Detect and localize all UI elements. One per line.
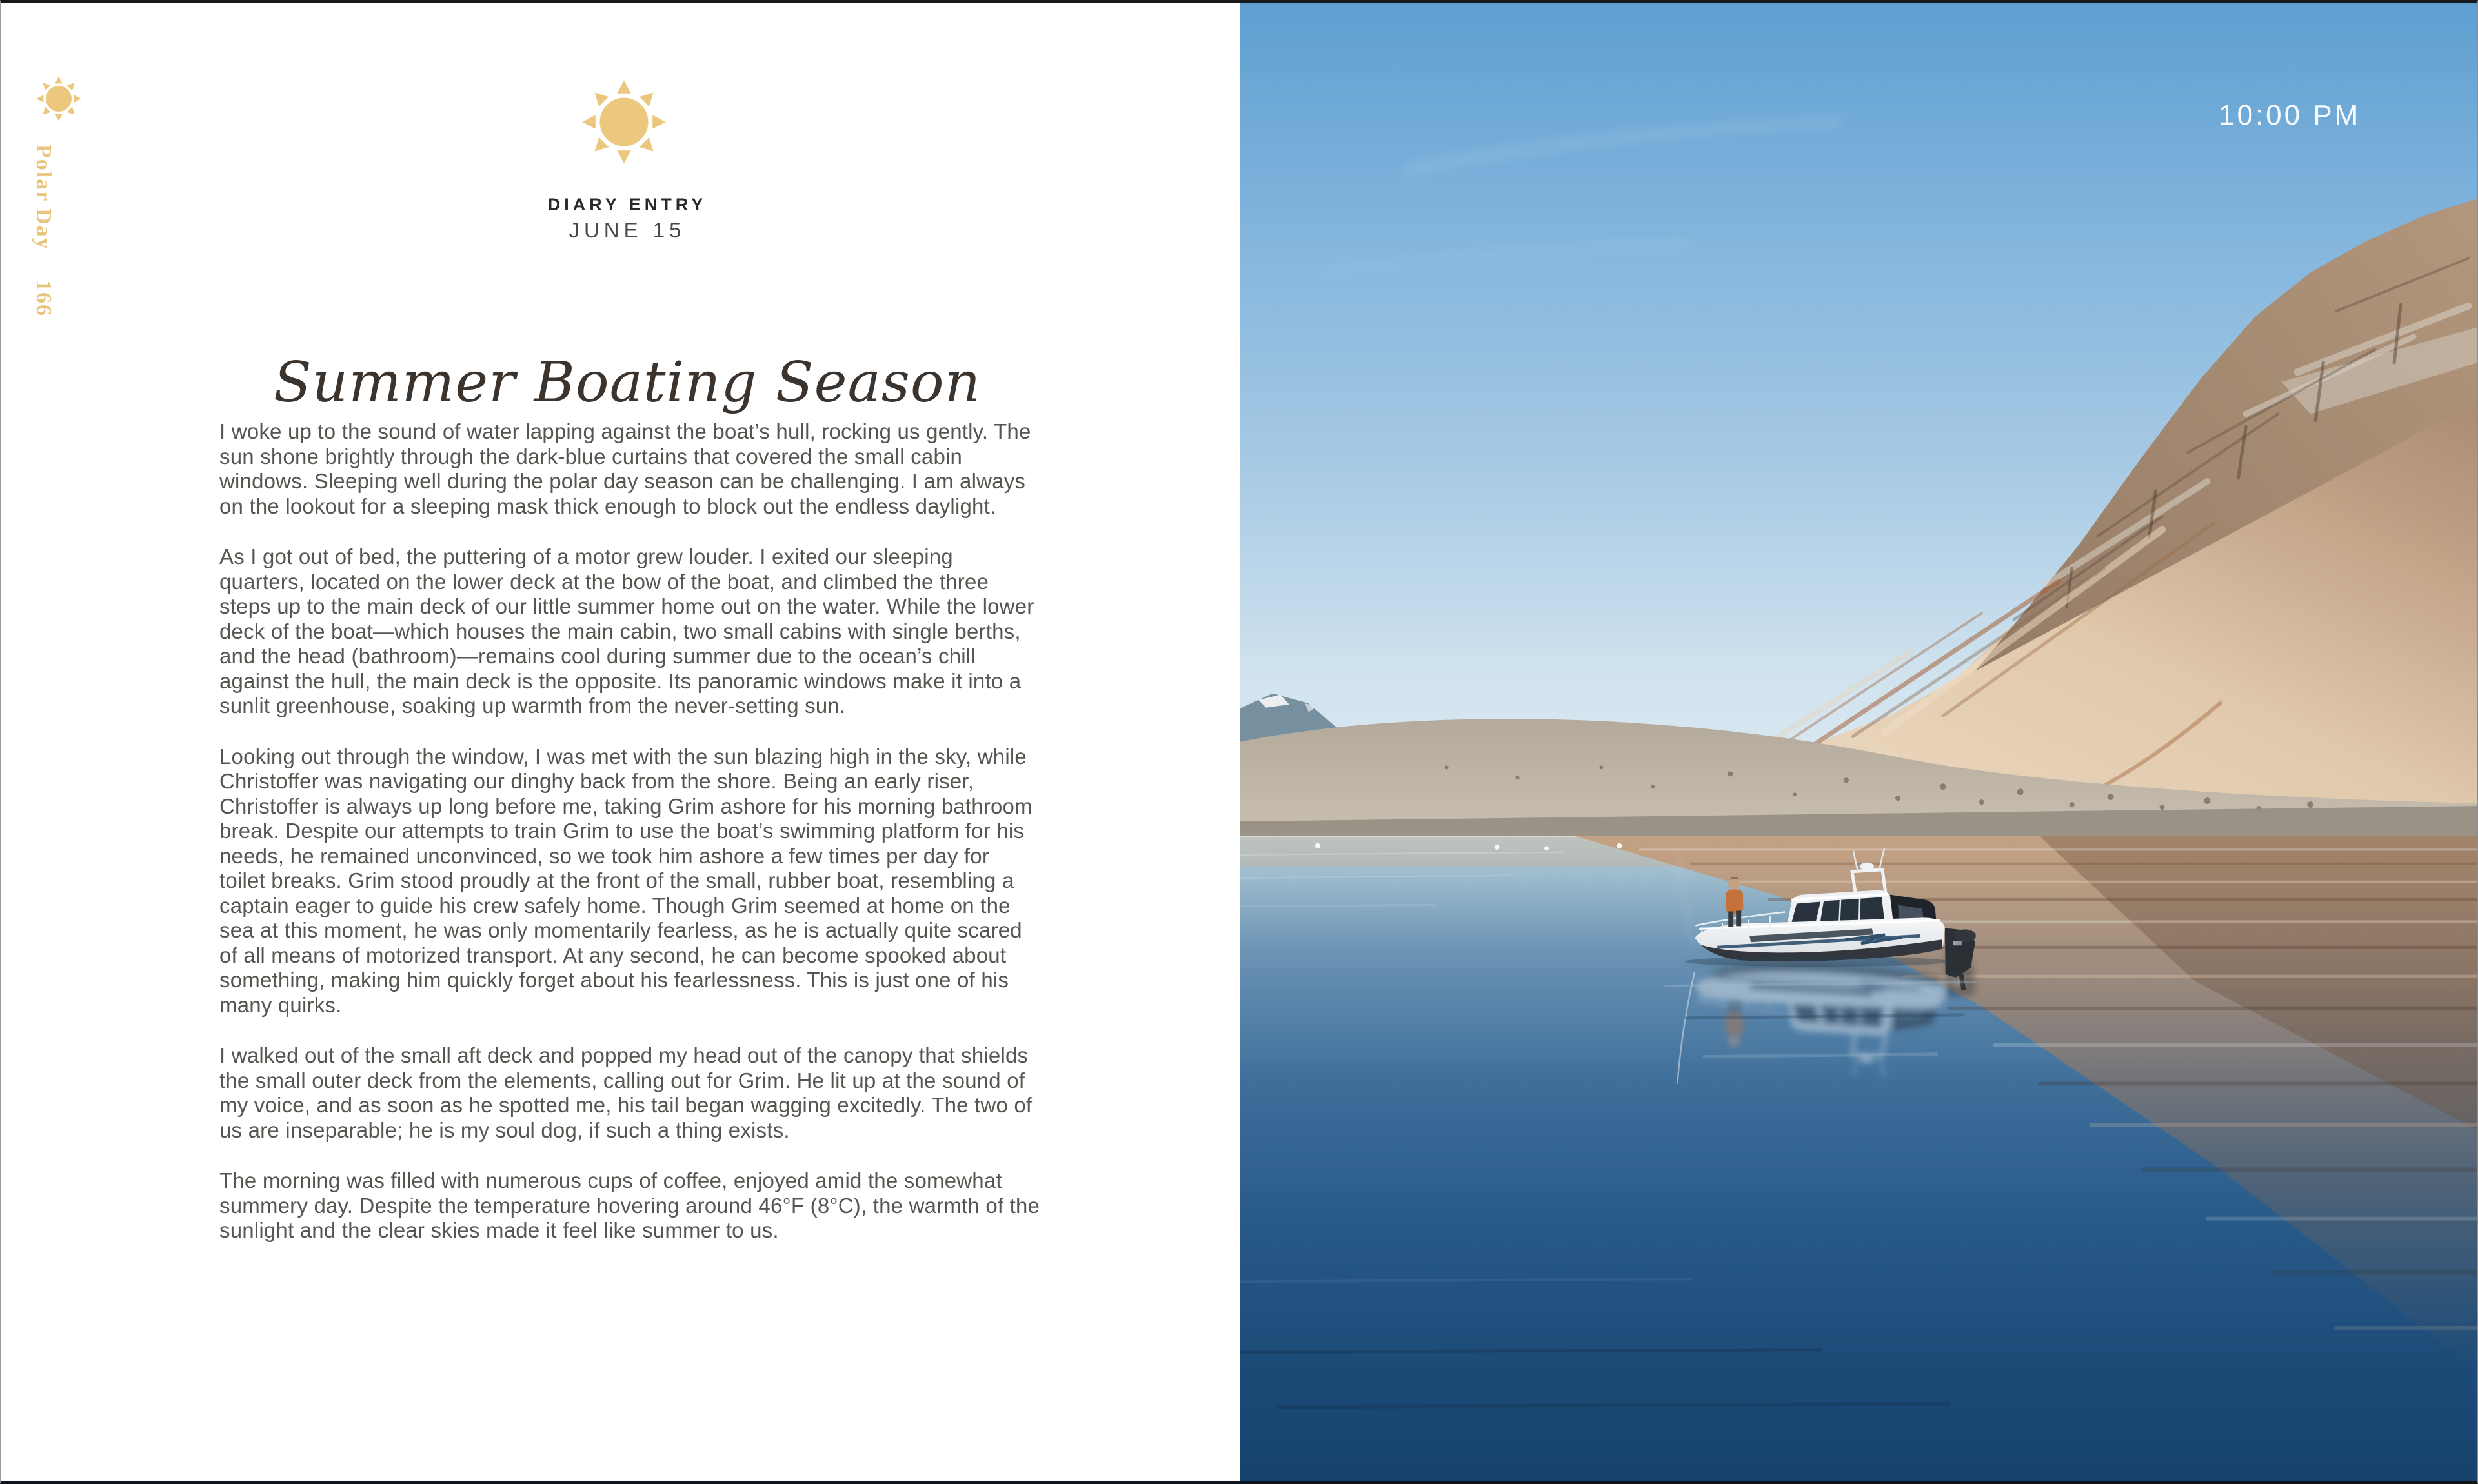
page-title: Summer Boating Season — [273, 350, 982, 415]
sun-icon — [35, 75, 83, 123]
diary-paragraph: The morning was filled with numerous cups of coffee, enjoyed amid the somewhat summery day. Despite the temperature hovering around 46°F (8°C), the warmth of the sunlight and the clear skies made it feel like summer to us. — [219, 1168, 1040, 1242]
fjord-photo — [1240, 3, 2478, 1481]
time-overlay: 10:00 PM — [2219, 99, 2361, 131]
fjord-photo-art — [1240, 3, 2478, 1481]
diary-paragraph: I woke up to the sound of water lapping against the boat’s hull, rocking us gently. The sun shone brightly through the dark-blue curtains that covered the small cabin windows. Sleeping well during the polar day season can be challenging. I am always on the lookout for a sleeping mask thick enough to block out the endless daylight. — [219, 419, 1031, 518]
diary-body — [219, 419, 1040, 1269]
entry-date: JUNE 15 — [569, 218, 686, 242]
diary-page — [1, 3, 1240, 1481]
spine-entry-number: 166 — [32, 280, 55, 317]
spine-label — [31, 145, 55, 317]
diary-paragraph: Looking out through the window, I was met with the sun blazing high in the sky, while Christoffer was navigating our dinghy back from the shore. Being an early riser, Christoffer is always up long before me, taking Grim ashore for his morning bathroom break. Despite our attempts to train Grim to use the boat’s swimming platform for his needs, he remained unconvinced, so we took him ashore a few times per day for toilet breaks. Grim stood proudly at the front of the small, rubber boat, resembling a captain eager to guide his crew safely home. Though Grim seemed at home on the sea at this moment, he was only momentarily fearless, as he is actually quite scared of all means of motorized transport. At any second, he can become spooked about something, making him quickly forget about his fearlessness. This is just one of his many quirks. — [219, 744, 1032, 1017]
entry-kicker: DIARY ENTRY — [547, 195, 707, 214]
sun-icon — [581, 79, 667, 165]
diary-paragraph: As I got out of bed, the puttering of a motor grew louder. I exited our sleeping quarters, located on the lower deck at the bow of the boat, and climbed the three steps up to the main deck of our little summer home out on the water. While the lower deck of the boat—which houses the main cabin, two small cabins with single berths, and the head (bathroom)—remains cool during summer due to the ocean’s chill against the hull, the main deck is the opposite. Its panoramic windows make it into a sunlit greenhouse, soaking up warmth from the never-setting sun. — [219, 545, 1034, 717]
spine-series-title: Polar Day — [32, 145, 55, 250]
diary-paragraph: I walked out of the small aft deck and popped my head out of the canopy that shields the small outer deck from the elements, calling out for Grim. He lit up at the sound of my voice, and as soon as he spotted me, his tail began wagging excitedly. The two of us are inseparable; he is my soul dog, if such a thing exists. — [219, 1043, 1032, 1142]
